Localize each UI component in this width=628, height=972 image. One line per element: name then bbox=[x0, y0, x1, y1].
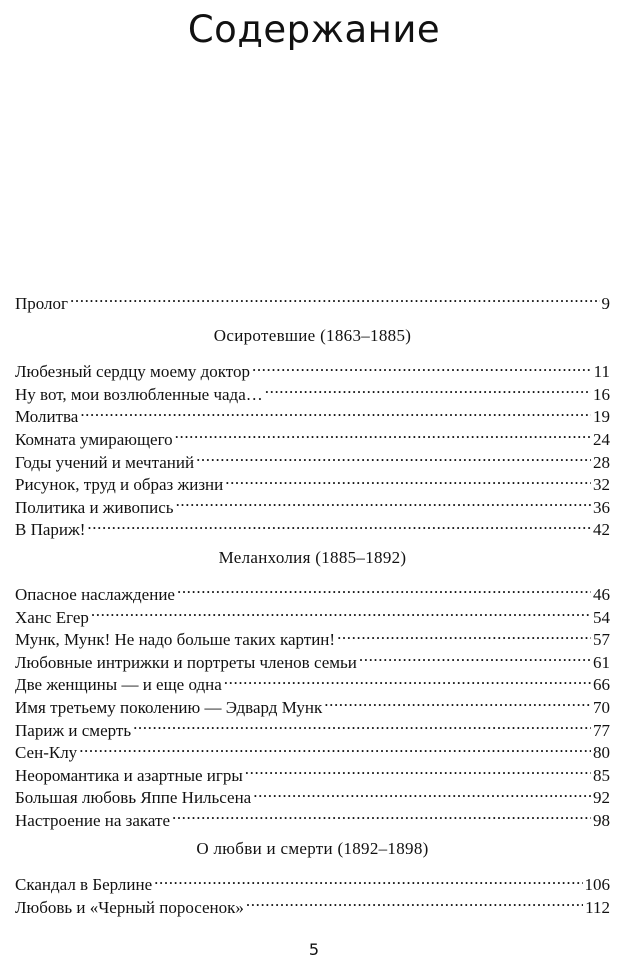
toc-entry-prologue[interactable] bbox=[15, 286, 610, 313]
toc-entry-page: 112 bbox=[585, 898, 610, 918]
table-of-contents bbox=[15, 286, 610, 925]
toc-entry[interactable] bbox=[15, 577, 610, 604]
toc-entry-title: Политика и живопись bbox=[15, 497, 174, 517]
dot-leader bbox=[324, 690, 591, 713]
dot-leader bbox=[172, 803, 591, 826]
toc-entry-page: 80 bbox=[593, 743, 610, 763]
dot-leader bbox=[252, 355, 592, 378]
toc-entry-page: 57 bbox=[593, 630, 610, 650]
section-entries bbox=[15, 355, 610, 540]
toc-entry-page: 77 bbox=[593, 720, 610, 740]
dot-leader bbox=[253, 781, 591, 804]
toc-entry-title: Молитва bbox=[15, 407, 79, 427]
toc-entry-title: Ханс Егер bbox=[15, 607, 89, 627]
toc-entry[interactable] bbox=[15, 600, 610, 627]
toc-entry-title: Пролог bbox=[15, 293, 69, 313]
toc-entry-page: 42 bbox=[593, 520, 610, 540]
section-entries bbox=[15, 577, 610, 830]
dot-leader bbox=[70, 286, 599, 309]
toc-entry[interactable] bbox=[15, 758, 610, 785]
toc-entry-title: Комната умирающего bbox=[15, 429, 173, 449]
dot-leader bbox=[337, 623, 591, 646]
toc-entry[interactable] bbox=[15, 736, 610, 763]
dot-leader bbox=[87, 513, 591, 536]
dot-leader bbox=[225, 468, 591, 491]
toc-entry-page: 24 bbox=[593, 429, 610, 449]
toc-entry-title: Неоромантика и азартные игры bbox=[15, 765, 243, 785]
toc-entry-title: Имя третьему поколению — Эдвард Мунк bbox=[15, 697, 323, 717]
toc-entry-page: 28 bbox=[593, 452, 610, 472]
toc-entry-title: Сен-Клу bbox=[15, 743, 78, 763]
section-heading: О любви и смерти (1892–1898) bbox=[196, 838, 429, 858]
dot-leader bbox=[91, 600, 591, 623]
toc-entry-page: 36 bbox=[593, 497, 610, 517]
dot-leader bbox=[176, 490, 591, 513]
toc-entry-page: 46 bbox=[593, 584, 610, 604]
toc-entry-page: 61 bbox=[593, 652, 610, 672]
toc-entry-title: Опасное наслаждение bbox=[15, 584, 175, 604]
toc-entry-title: Скандал в Берлине bbox=[15, 875, 153, 895]
dot-leader bbox=[359, 645, 591, 668]
page-number: 5 bbox=[308, 940, 320, 959]
toc-entry-title: Две женщины — и еще одна bbox=[15, 675, 222, 695]
toc-entry[interactable] bbox=[15, 355, 610, 382]
toc-entry-page: 19 bbox=[593, 407, 610, 427]
toc-entry[interactable] bbox=[15, 623, 610, 650]
toc-entry-title: Любезный сердцу моему доктор bbox=[15, 362, 250, 382]
dot-leader bbox=[245, 758, 591, 781]
toc-entry-title: Мунк, Мунк! Не надо больше таких картин! bbox=[15, 630, 336, 650]
toc-entry-page: 32 bbox=[593, 475, 610, 495]
toc-entry-title: Годы учений и мечтаний bbox=[15, 452, 195, 472]
dot-leader bbox=[154, 868, 582, 891]
dot-leader bbox=[175, 422, 591, 445]
page-title: Содержание bbox=[187, 8, 441, 51]
toc-entry[interactable] bbox=[15, 400, 610, 427]
dot-leader bbox=[133, 713, 591, 736]
toc-entry-title: Большая любовь Яппе Нильсена bbox=[15, 788, 252, 808]
toc-entry-page: 11 bbox=[593, 362, 610, 382]
dot-leader bbox=[79, 736, 591, 759]
toc-entry-title: В Париж! bbox=[15, 520, 86, 540]
toc-entry-title: Ну вот, мои возлюбленные чада… bbox=[15, 384, 263, 404]
toc-entry-title: Рисунок, труд и образ жизни bbox=[15, 475, 224, 495]
dot-leader bbox=[196, 445, 591, 468]
dot-leader bbox=[224, 668, 591, 691]
toc-entry-title: Париж и смерть bbox=[15, 720, 132, 740]
dot-leader bbox=[177, 577, 591, 600]
section-heading: Осиротевшие (1863–1885) bbox=[213, 325, 412, 345]
section-entries bbox=[15, 868, 610, 918]
toc-entry-page: 70 bbox=[593, 697, 610, 717]
toc-entry-page: 106 bbox=[584, 875, 610, 895]
dot-leader bbox=[80, 400, 591, 423]
toc-entry[interactable] bbox=[15, 422, 610, 449]
toc-entry-page: 54 bbox=[593, 607, 610, 627]
toc-entry-page: 16 bbox=[593, 384, 610, 404]
toc-entry-title: Любовь и «Черный поросенок» bbox=[15, 898, 244, 918]
toc-entry-title: Любовные интрижки и портреты членов семьи bbox=[15, 652, 357, 672]
toc-entry[interactable] bbox=[15, 868, 610, 895]
dot-leader bbox=[246, 890, 583, 913]
toc-entry[interactable] bbox=[15, 513, 610, 540]
toc-entry-page: 92 bbox=[593, 788, 610, 808]
toc-entry-page: 98 bbox=[593, 810, 610, 830]
toc-entry-page: 85 bbox=[593, 765, 610, 785]
dot-leader bbox=[265, 377, 591, 400]
toc-entry-title: Настроение на закате bbox=[15, 810, 170, 830]
toc-entry-page: 9 bbox=[601, 293, 610, 313]
section-heading: Меланхолия (1885–1892) bbox=[218, 548, 407, 568]
toc-entry-page: 66 bbox=[593, 675, 610, 695]
